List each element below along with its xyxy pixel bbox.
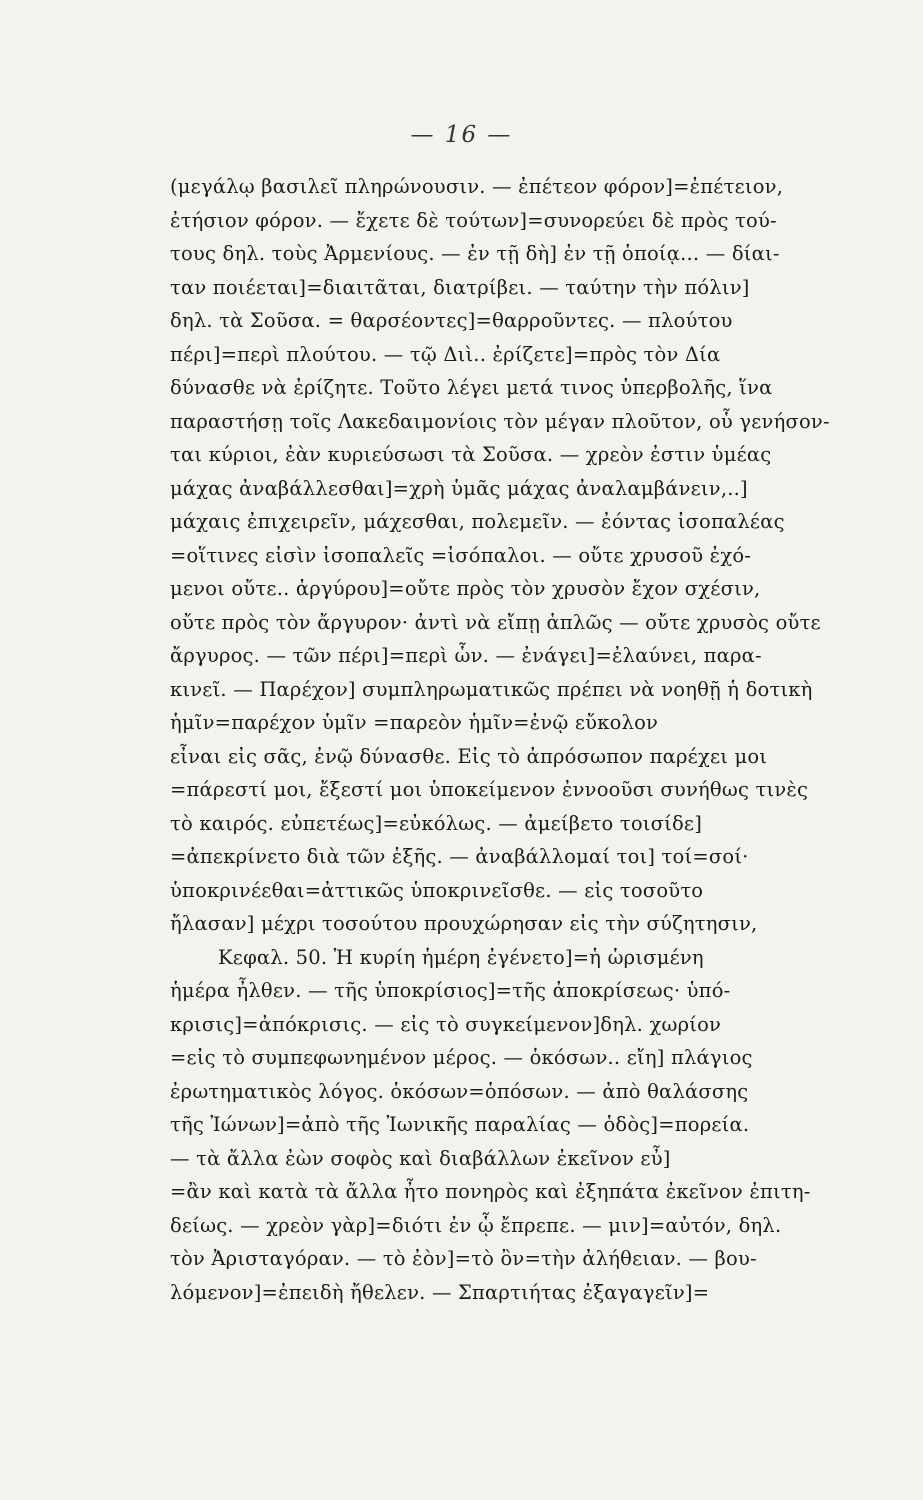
text-line: Κεφαλ. 50. Ἡ κυρίη ἡμέρη ἐγένετο]=ἡ ὡρισμένη: [218, 945, 704, 969]
text-line: μάχας ἀναβάλλεσθαι]=χρὴ ὑμᾶς μάχας ἀναλαμβάνειν,..]: [170, 476, 748, 500]
text-line: ἤλασαν] μέχρι τοσούτου προυχώρησαν εἰς τὴν σύζητησιν,: [170, 912, 758, 935]
text-line: τὸ καιρός. εὐπετέως]=εὐκόλως. — ἀμείβετο τοισίδε]: [170, 811, 703, 835]
text-line: δείως. — χρεὸν γὰρ]=διότι ἐν ᾧ ἔπρεπε. — μιν]=αὐτόν, δηλ.: [170, 1213, 782, 1237]
text-line: ἐρωτηματικὸς λόγος. ὁκόσων=ὁπόσων. — ἀπὸ θαλάσσης: [170, 1079, 749, 1103]
text-line: παραστήσῃ τοῖς Λακεδαιμονίοις τὸν μέγαν πλοῦτον, οὗ γενήσον-: [170, 409, 830, 433]
text-line: ταν ποιέεται]=διαιτᾶται, διατρίβει. — ταύτην τὴν πόλιν]: [170, 275, 750, 299]
text-line: πέρι]=περὶ πλούτου. — τῷ Διὶ.. ἐρίζετε]=πρὸς τὸν Δία: [170, 342, 721, 366]
text-line: =πάρεστί μοι, ἔξεστί μοι ὑποκείμενον ἐννοοῦσι συνήθως τινὲς: [170, 778, 809, 801]
text-line: κινεῖ. — Παρέχον] συμπληρωματικῶς πρέπει νὰ νοηθῇ ἡ δοτικὴ: [170, 677, 813, 701]
text-line: ἡμέρα ἦλθεν. — τῆς ὑποκρίσιος]=τῆς ἀποκρίσεως· ὑπό-: [170, 979, 731, 1002]
text-line: κρισις]=ἀπόκρισις. — εἰς τὸ συγκείμενον]δηλ. χωρίον: [170, 1012, 722, 1036]
text-line: μενοι οὔτε.. ἀργύρου]=οὔτε πρὸς τὸν χρυσὸν ἔχον σχέσιν,: [170, 577, 761, 600]
text-line: ἄργυρος. — τῶν πέρι]=περὶ ὧν. — ἐνάγει]=ἐλαύνει, παρα-: [170, 644, 762, 667]
text-line: =εἰς τὸ συμπεφωνημένον μέρος. — ὁκόσων.. εἴη] πλάγιος: [170, 1046, 753, 1069]
text-line: =ἀπεκρίνετο διὰ τῶν ἑξῆς. — ἀναβάλλομαί τοι] τοί=σοί·: [170, 845, 749, 868]
text-line: οὔτε πρὸς τὸν ἄργυρον· ἀντὶ νὰ εἴπῃ ἁπλῶς — οὔτε χρυσὸς οὔτε: [170, 610, 821, 634]
text-line: ὑποκρινέεθαι=ἀττικῶς ὑποκρινεῖσθε. — εἰς τοσοῦτο: [170, 878, 704, 902]
page-number: — 16 —: [410, 122, 513, 148]
text-line: μάχαις ἐπιχειρεῖν, μάχεσθαι, πολεμεῖν. — ἐόντας ἰσοπαλέας: [170, 510, 785, 533]
text-line: ται κύριοι, ἐὰν κυριεύσωσι τὰ Σοῦσα. — χρεὸν ἐστιν ὑμέας: [170, 443, 772, 466]
text-line: ἐτήσιον φόρον. — ἔχετε δὲ τούτων]=συνορεύει δὲ πρὸς τού-: [170, 208, 777, 232]
text-line: =οἵτινες εἰσὶν ἰσοπαλεῖς =ἰσόπαλοι. — οὔτε χρυσοῦ ἐχό-: [170, 543, 752, 567]
text-line: δηλ. τὰ Σοῦσα. = θαρσέοντες]=θαρροῦντες. — πλούτου: [170, 309, 733, 332]
text-line: =ἂν καὶ κατὰ τὰ ἄλλα ἦτο πονηρὸς καὶ ἐξηπάτα ἐκεῖνον ἐπιτη-: [170, 1180, 811, 1203]
text-line: (μεγάλῳ βασιλεῖ πληρώνουσιν. — ἐπέτεον φόρον]=ἐπέτειον,: [170, 175, 784, 198]
text-line: ἡμῖν=παρέχον ὑμῖν =παρεὸν ἡμῖν=ἐνῷ εὔκολον: [170, 711, 659, 734]
text-line: — τὰ ἄλλα ἐὼν σοφὸς καὶ διαβάλλων ἐκεῖνον εὖ]: [170, 1146, 671, 1170]
text-line: εἶναι εἰς σᾶς, ἐνῷ δύνασθε. Εἰς τὸ ἀπρόσωπον παρέχει μοι: [170, 744, 768, 768]
text-line: τῆς Ἰώνων]=ἀπὸ τῆς Ἰωνικῆς παραλίας — ὁδὸς]=πορεία.: [170, 1113, 750, 1136]
text-line: λόμενον]=ἐπειδὴ ἤθελεν. — Σπαρτιήτας ἐξαγαγεῖν]=: [170, 1280, 710, 1304]
text-line: τὸν Ἀρισταγόραν. — τὸ ἐὸν]=τὸ ὂν=τὴν ἀλήθειαν. — βου-: [170, 1247, 757, 1270]
text-line: δύνασθε νὰ ἐρίζητε. Τοῦτο λέγει μετά τινος ὑπερβολῆς, ἵνα: [170, 376, 773, 399]
commentary-text: [170, 170, 880, 1309]
text-line: τους δηλ. τοὺς Ἀρμενίους. — ἐν τῇ δὴ] ἐν τῇ ὁποίᾳ... — δίαι-: [170, 242, 780, 265]
